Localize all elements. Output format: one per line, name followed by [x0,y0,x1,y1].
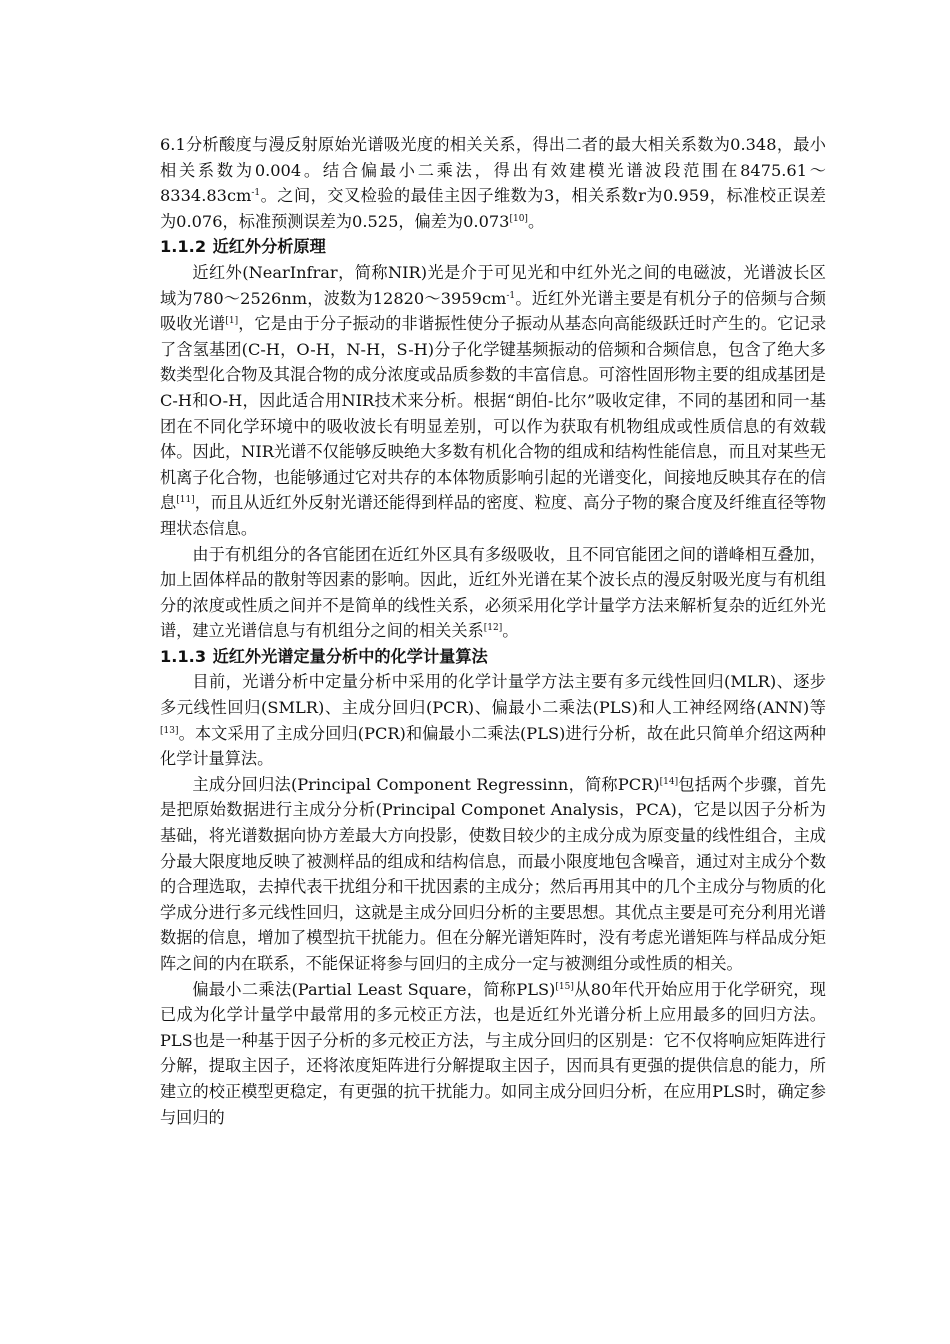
text-run: ，它是由于分子振动的非谐振性使分子振动从基态向高能级跃迁时产生的。它记录了含氢基团(C-H，O-H，N-H，S-H)分子化学键基频振动的倍频和合频信息，包含了绝大多数类型化合物及其混合物的成分浓度或品质参数的丰富信息。可溶性固形物主要的组成基团是C-H和O-H，因此适合用NIR技术来分析。根据“朗伯-比尔”吸收定律，不同的基团和同一基团在不同化学环境中的吸收波长有明显差别，可以作为获取有机物组成或性质信息的有效载体。因此，NIR光谱不仅能够反映绝大多数有机化合物的组成和结构性能信息，而且对某些无机离子化合物，也能够通过它对共存的本体物质影响引起的光谱变化，间接地反映其存在的信息 [160,314,827,513]
text-run: 从80年代开始应用于化学研究，现已成为化学计量学中最常用的多元校正方法，也是近红外光谱分析上应用最多的回归方法。PLS也是一种基于因子分析的多元校正方法，与主成分回归的区别是：它不仅将响应矩阵进行分解，提取主因子，还将浓度矩阵进行分解提取主因子，因而具有更强的提供信息的能力，所建立的校正模型更稳定，有更强的抗干扰能力。如同主成分回归分析，在应用PLS时，确定参与回归的 [160,979,826,1127]
paragraph-nir-principle [160,260,826,542]
text-run: 。 [502,621,519,641]
section-title: 近红外分析原理 [212,237,326,257]
citation-ref: [14] [659,777,679,787]
text-run: 偏最小二乘法(Partial Least Square，简称PLS) [192,979,556,999]
superscript: -1 [506,290,516,301]
paragraph-chemometrics-methods [160,669,826,771]
citation-ref: [13] [160,725,179,736]
text-run: 。本文采用了主成分回归(PCR)和偏最小二乘法(PLS)进行分析，故在此只简单介绍这两种化学计量算法。 [160,723,826,769]
section-number: 1.1.2 [160,237,207,257]
citation-ref: [15] [555,981,574,992]
citation-ref: [1] [225,316,239,327]
section-number: 1.1.3 [160,646,207,666]
text-run: 6.1分析酸度与漫反射原始光谱吸光度的相关关系，得出二者的最大相关系数为0.348，最小相关系数为0.004。结合偏最小二乘法，得出有效建模光谱波段范围在8475.61～8334.83cm [160,135,826,206]
paragraph-pcr [160,772,826,977]
citation-ref: [12] [483,623,503,634]
paragraph-pls [160,977,826,1131]
paragraph-functional-groups [160,542,826,644]
section-title: 近红外光谱定量分析中的化学计量算法 [212,646,488,666]
text-run: 。近红外光谱主要是有机分子的倍频与合频吸收光谱 [160,288,826,334]
citation-ref: [11] [176,495,195,506]
text-run: ，而且从近红外反射光谱还能得到样品的密度、粒度、高分子物的聚合度及纤维直径等物理状态信息。 [160,493,827,538]
paragraph-pls-result [160,132,826,234]
text-run: 由于有机组分的各官能团在近红外区具有多级吸收，且不同官能团之间的谱峰相互叠加，加上固体样品的散射等因素的影响。因此，近红外光谱在某个波长点的漫反射吸光度与有机组分的浓度或性质之间并不是简单的线性关系，必须采用化学计量学方法来解析复杂的近红外光谱，建立光谱信息与有机组分之间的相关关系 [160,544,826,641]
section-heading-1-1-2 [160,234,826,260]
citation-ref: [10] [509,213,528,224]
text-run: 主成分回归法(Principal Component Regressinn，简称PCR) [192,774,660,794]
document-page [160,132,826,1130]
text-run: 目前，光谱分析中定量分析中采用的化学计量学方法主要有多元线性回归(MLR)、逐步多元线性回归(SMLR)、主成分回归(PCR)、偏最小二乘法(PLS)和人工神经网络(ANN)等 [160,672,826,718]
text-run: 包括两个步骤，首先是把原始数据进行主成分分析(Principal Componet Analysis，PCA)，它是以因子分析为基础，将光谱数据向协方差最大方向投影，使数目较少的主成分成为原变量的线性组合，主成分最大限度地反映了被测样品的组成和结构信息，而最小限度地包含噪音，通过对主成分个数的合理选取，去掉代表干扰组分和干扰因素的主成分；然后再用其中的几个主成分与物质的化学成分进行多元线性回归，这就是主成分回归分析的主要思想。其优点主要是可充分利用光谱数据的信息，增加了模型抗干扰能力。但在分解光谱矩阵时，没有考虑光谱矩阵与样品成分矩阵之间的内在联系，不能保证将参与回归的主成分一定与被测组分或性质的相关。 [160,774,827,973]
text-run: 近红外(NearInfrar，简称NIR)光是介于可见光和中红外光之间的电磁波，光谱波长区域为780～2526nm，波数为12820～3959cm [160,262,826,308]
section-heading-1-1-3 [160,644,826,670]
superscript: -1 [251,188,261,199]
text-run: 。 [527,211,545,231]
text-run: 。之间，交叉检验的最佳主因子维数为3，相关系数r为0.959，标准校正误差为0.076，标准预测误差为0.525，偏差为0.073 [160,186,826,231]
